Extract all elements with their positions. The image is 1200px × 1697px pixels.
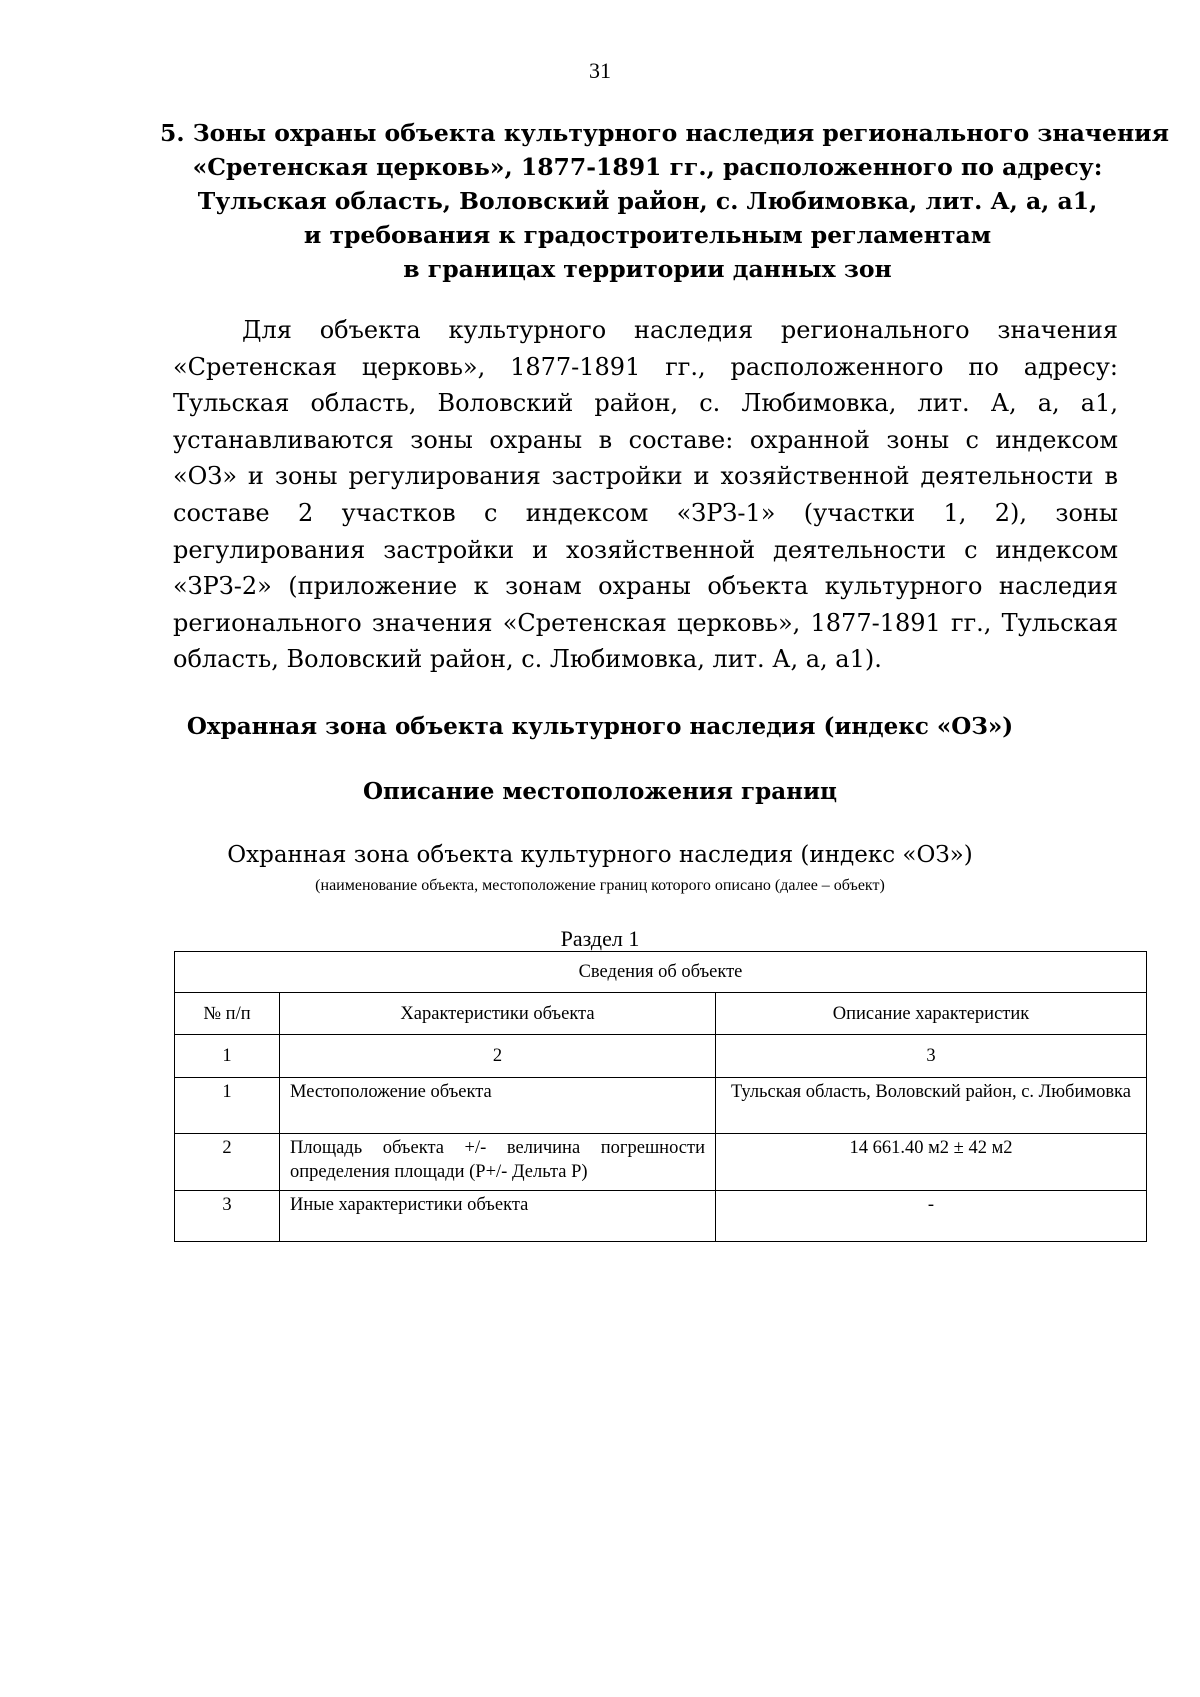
column-index: 2 — [280, 1035, 716, 1078]
heading-line: и требования к градостроительным регламентам — [303, 221, 992, 249]
table-index-row — [175, 1035, 1147, 1078]
header-characteristic: Характеристики объекта — [280, 993, 716, 1035]
zone-subheading: Охранная зона объекта культурного наследия (индекс «ОЗ») — [186, 713, 1014, 740]
page-number: 31 — [589, 58, 611, 83]
row-characteristic: Иные характеристики объекта — [280, 1191, 716, 1242]
table-row — [175, 1134, 1147, 1191]
object-caption: (наименование объекта, местоположение границ которого описано (далее – объект) — [315, 877, 885, 894]
section-label: Раздел 1 — [560, 926, 640, 951]
heading-line: в границах территории данных зон — [403, 255, 892, 283]
table-header-row — [175, 993, 1147, 1035]
table-title-row — [175, 952, 1147, 993]
table-row — [175, 1078, 1147, 1134]
header-num: № п/п — [175, 993, 280, 1035]
description-subheading: Описание местоположения границ — [362, 778, 838, 805]
object-name: Охранная зона объекта культурного наследия (индекс «ОЗ») — [227, 842, 973, 868]
body-paragraph: Для объекта культурного наследия регионального значения «Сретенская церковь», 1877-1891 гг., расположенного по адресу: Тульская область, Воловский район, с. Любимовка, лит. А, а, а1, устанавливаются зоны охраны в составе: охранной зоны с индексом «ОЗ» и зоны регулирования застройки и хозяйственной деятельности в составе 2 участков с индексом «ЗРЗ-1» (участки 1, 2), зоны регулирования застройки и хозяйственной деятельности с индексом «ЗРЗ-2» (приложение к зонам охраны объекта культурного наследия регионального значения «Сретенская церковь», 1877-1891 гг., Тульская область, Воловский район, с. Любимовка, лит. А, а, а1). — [173, 316, 1118, 674]
row-description: 14 661.40 м2 ± 42 м2 — [716, 1134, 1147, 1191]
object-info-table — [174, 951, 1147, 1242]
row-description: Тульская область, Воловский район, с. Любимовка — [716, 1078, 1147, 1134]
heading-line: Тульская область, Воловский район, с. Любимовка, лит. А, а, а1, — [197, 187, 1098, 215]
row-characteristic: Площадь объекта +/- величина погрешности определения площади (Р+/- Дельта Р) — [280, 1134, 716, 1191]
heading-line: 5. Зоны охраны объекта культурного наследия регионального значения — [160, 119, 1169, 147]
row-characteristic: Местоположение объекта — [280, 1078, 716, 1134]
column-index: 3 — [716, 1035, 1147, 1078]
table-row — [175, 1191, 1147, 1242]
row-num: 3 — [175, 1191, 280, 1242]
header-description: Описание характеристик — [716, 993, 1147, 1035]
section-heading — [160, 116, 1169, 286]
table-title: Сведения об объекте — [175, 952, 1147, 993]
row-num: 1 — [175, 1078, 280, 1134]
heading-line: «Сретенская церковь», 1877-1891 гг., расположенного по адресу: — [192, 153, 1103, 181]
row-description: - — [716, 1191, 1147, 1242]
column-index: 1 — [175, 1035, 280, 1078]
row-num: 2 — [175, 1134, 280, 1191]
